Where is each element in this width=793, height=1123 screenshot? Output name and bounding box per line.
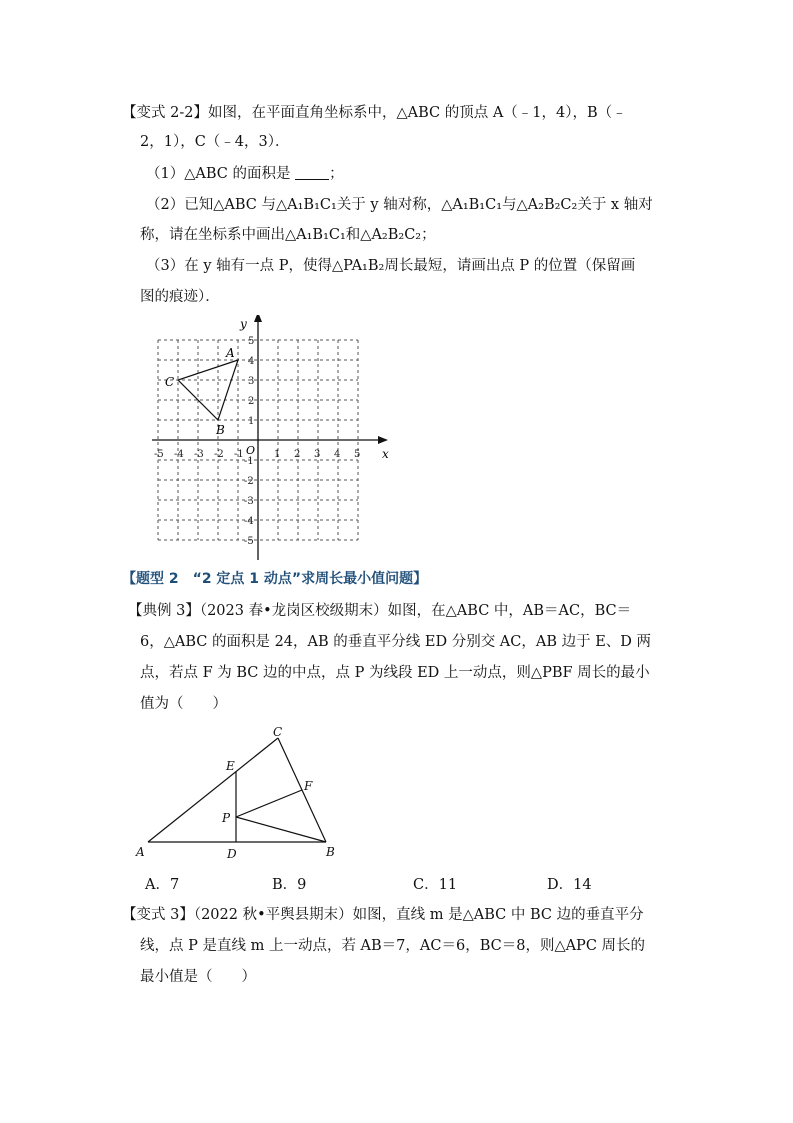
vertex-label-a: A: [226, 346, 235, 360]
v22-q1: （1）△ABC 的面积是 ；: [146, 166, 344, 182]
v22-q3-line2: 图的痕迹）．: [140, 289, 220, 305]
x-tick-label: -5: [154, 449, 164, 460]
option-b[interactable]: B．9: [272, 877, 307, 893]
y-tick-label: -4: [244, 516, 254, 527]
v3-line2: 线，点 P 是直线 m 上一动点，若 AB＝7，AC＝6，BC＝8，则△APC 周长的: [140, 938, 646, 954]
y-tick-label: -3: [244, 496, 254, 507]
label-E: E: [226, 759, 235, 773]
example3-line3: 点，若点 F 为 BC 边的中点，点 P 为线段 ED 上一动点，则△PBF 周长的最小: [140, 665, 650, 681]
vertex-label-c: C: [165, 375, 175, 389]
side-AC: [148, 738, 278, 842]
option-a[interactable]: A．7: [145, 877, 180, 893]
y-tick-label: -5: [244, 536, 254, 547]
vertex-label-b: B: [216, 423, 225, 437]
v22-q2-line1: （2）已知△ABC 与△A₁B₁C₁关于 y 轴对称，△A₁B₁C₁与△A₂B₂C₂关于 x 轴对: [146, 197, 653, 213]
v22-tag: 【变式 2-2】: [122, 105, 208, 121]
v3-line1: 【变式 3】（2022 秋•平舆县期末）如图，直线 m 是△ABC 中 BC 边的垂直平分: [122, 907, 644, 923]
label-C: C: [273, 725, 283, 739]
y-tick-label: -2: [244, 476, 254, 487]
coordinate-grid-figure: [140, 315, 400, 565]
label-A: A: [136, 845, 145, 859]
y-tick-label: 3: [248, 376, 255, 387]
x-tick-label: 2: [294, 449, 301, 460]
label-F: F: [304, 779, 313, 793]
y-axis-arrow: [254, 315, 262, 322]
section-heading: 【题型 2 “2 定点 1 动点”求周长最小值问题】: [122, 571, 428, 587]
v22-line1: 【变式 2-2】如图，在平面直角坐标系中，△ABC 的顶点 A（﹣1，4），B（﹣: [122, 105, 627, 121]
label-D: D: [227, 847, 237, 861]
x-tick-label: -4: [174, 449, 184, 460]
example3-line2: 6，△ABC 的面积是 24，AB 的垂直平分线 ED 分别交 AC，AB 边于 E、D 两: [140, 634, 652, 650]
x-tick-label: -2: [214, 449, 224, 460]
v22-line2: 2，1），C（﹣4，3）．: [140, 134, 290, 150]
x-tick-label: 5: [354, 449, 361, 460]
y-tick-label: 2: [248, 396, 255, 407]
x-tick-label: -1: [234, 449, 244, 460]
v22-q3-line1: （3）在 y 轴有一点 P，使得△PA₁B₂周长最短，请画出点 P 的位置（保留画: [146, 258, 636, 274]
answer-blank[interactable]: [295, 165, 329, 180]
y-tick-label: 4: [248, 356, 255, 367]
x-tick-label: 1: [274, 449, 281, 460]
x-tick-label: 4: [334, 449, 341, 460]
x-tick-label: 3: [314, 449, 321, 460]
v22-q2-line2: 称，请在坐标系中画出△A₁B₁C₁和△A₂B₂C₂；: [140, 227, 436, 243]
y-tick-label: 1: [248, 416, 255, 427]
triangle-figure: [130, 720, 350, 865]
example3-line1: 【典例 3】（2023 春•龙岗区校级期末）如图，在△ABC 中，AB＝AC，BC＝: [128, 603, 632, 619]
option-c[interactable]: C．11: [413, 877, 458, 893]
triangle-abc: [178, 360, 238, 420]
origin-label: O: [246, 444, 256, 457]
x-axis-arrow: [378, 436, 388, 444]
label-P: P: [222, 811, 231, 825]
v3-line3: 最小值是（ ）: [140, 969, 256, 985]
y-tick-label: 5: [248, 336, 255, 347]
example3-line4: 值为（ ）: [140, 696, 227, 712]
x-axis-label: x: [382, 447, 389, 461]
y-tick-label: -1: [244, 456, 254, 467]
segment-PB: [236, 817, 326, 842]
segment-PF: [236, 790, 302, 817]
y-axis-label: y: [240, 317, 247, 331]
label-B: B: [326, 845, 335, 859]
x-tick-label: -3: [194, 449, 204, 460]
option-d[interactable]: D．14: [547, 877, 592, 893]
